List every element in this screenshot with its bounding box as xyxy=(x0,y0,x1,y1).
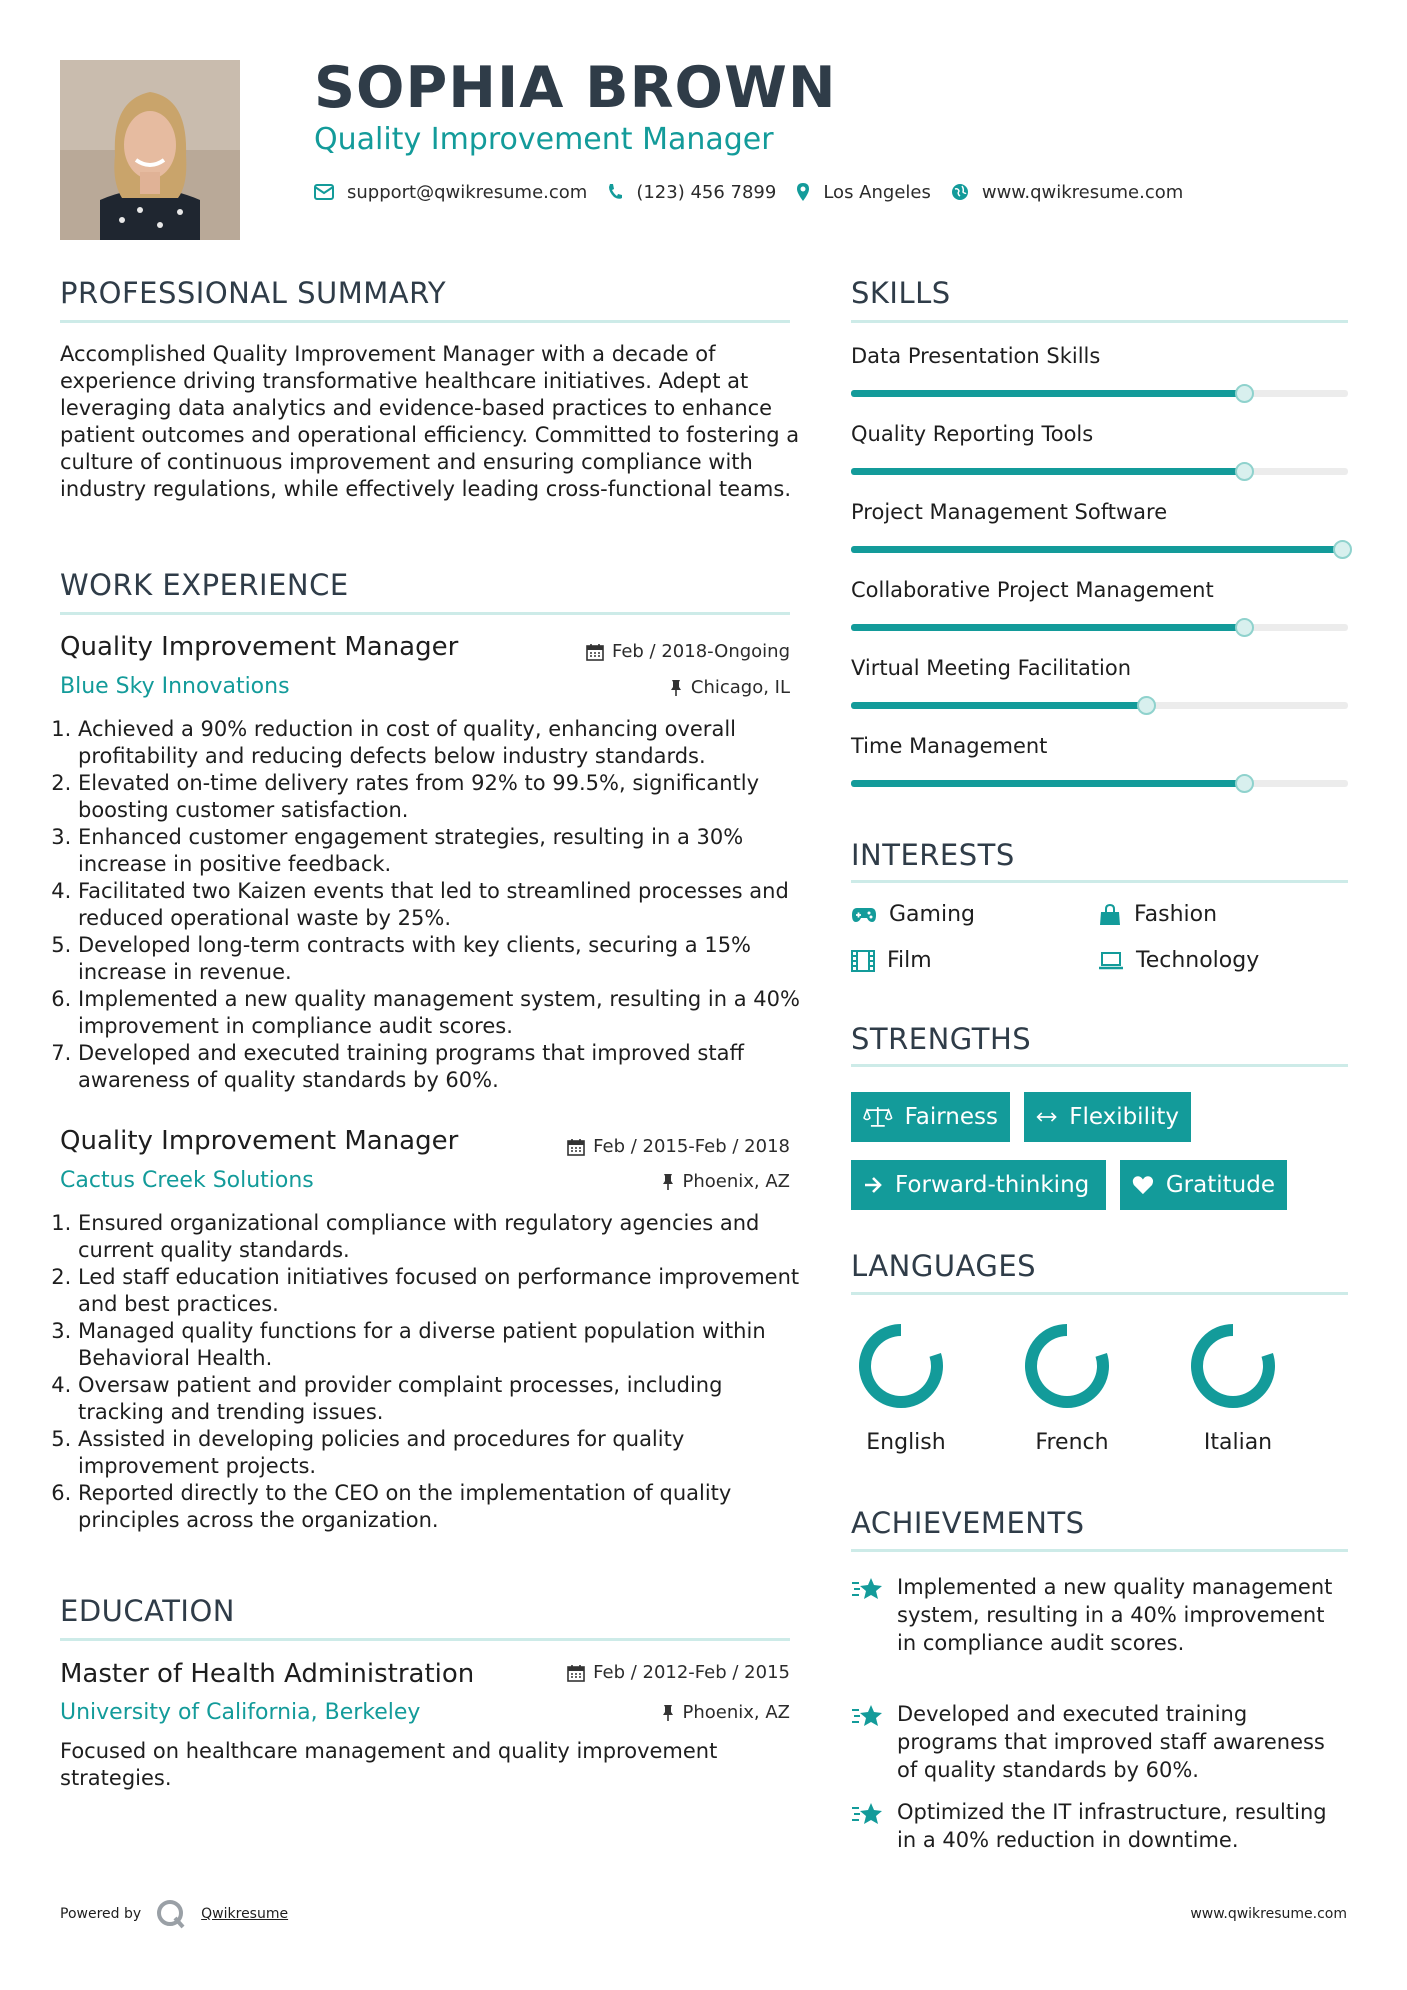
shooting-star-icon xyxy=(851,1702,885,1730)
list-item: 6. Implemented a new quality management system, resulting in a 40% improvement in compliance audit scores. xyxy=(78,986,813,1040)
list-item: 5. Assisted in developing policies and procedures for quality improvement projects. xyxy=(78,1426,813,1480)
interest-gaming xyxy=(851,902,975,927)
envelope-icon xyxy=(314,184,334,200)
job-bullets-2 xyxy=(60,1210,813,1534)
skill-name: Quality Reporting Tools xyxy=(851,422,1094,446)
language-label: Italian xyxy=(1203,1430,1273,1455)
phone-icon xyxy=(607,183,623,201)
summary-rule xyxy=(60,320,790,323)
strength-label: Forward-thinking xyxy=(895,1172,1090,1198)
skill-bar-fill xyxy=(851,702,1146,709)
interest-fashion xyxy=(1098,902,1217,927)
list-item: 2. Led staff education initiatives focused on performance improvement and best practices. xyxy=(78,1264,813,1318)
education-rule xyxy=(60,1638,790,1641)
interest-label: Gaming xyxy=(889,902,975,927)
job-location-2 xyxy=(661,1171,791,1192)
skill-bar xyxy=(851,390,1348,397)
skill-bar xyxy=(851,624,1348,631)
achievement-item-1 xyxy=(851,1573,1348,1657)
shopping-bag-icon xyxy=(1098,904,1122,926)
pushpin-icon xyxy=(661,1704,675,1722)
skill-bar xyxy=(851,468,1348,475)
list-item: 1. Ensured organizational compliance with regulatory agencies and current quality standards. xyxy=(78,1210,813,1264)
interests-rule xyxy=(851,880,1348,883)
globe-icon xyxy=(951,183,969,201)
skill-bar-fill xyxy=(851,546,1342,553)
skill-bar-knob xyxy=(1235,462,1254,481)
job-title-2: Quality Improvement Manager xyxy=(60,1126,459,1156)
contact-website[interactable] xyxy=(951,182,1183,203)
powered-by-text: Powered by xyxy=(60,1906,142,1922)
strength-tag-forward-thinking xyxy=(851,1160,1106,1210)
strength-label: Fairness xyxy=(904,1104,998,1130)
language-ring-arc xyxy=(865,1330,937,1402)
list-item: 5. Developed long-term contracts with key clients, securing a 15% increase in revenue. xyxy=(78,932,813,986)
film-icon xyxy=(851,950,875,972)
language-ring-arc xyxy=(1197,1330,1269,1402)
language-label: English xyxy=(866,1430,946,1455)
education-text: Focused on healthcare management and quality improvement strategies. xyxy=(60,1739,718,1790)
list-item: 4. Facilitated two Kaizen events that led to streamlined processes and reduced operational waste by 25%. xyxy=(78,878,813,932)
scale-icon xyxy=(863,1106,893,1128)
skills-heading: SKILLS xyxy=(851,276,951,310)
interest-film xyxy=(851,948,932,973)
skill-bar-fill xyxy=(851,390,1244,397)
education-heading: EDUCATION xyxy=(60,1594,236,1628)
language-label: French xyxy=(1035,1430,1109,1455)
languages-rule xyxy=(851,1292,1348,1295)
website-text: www.qwikresume.com xyxy=(981,181,1184,203)
achievement-item-2 xyxy=(851,1700,1348,1784)
languages-heading: LANGUAGES xyxy=(851,1249,1037,1283)
skill-name: Collaborative Project Management xyxy=(851,578,1214,602)
skill-bar-knob xyxy=(1137,696,1156,715)
education-dates-text: Feb / 2012-Feb / 2015 xyxy=(593,1662,790,1683)
list-item: 3. Enhanced customer engagement strategies, resulting in a 30% increase in positive feedback. xyxy=(78,824,813,878)
interest-label: Fashion xyxy=(1134,902,1218,927)
company-1: Blue Sky Innovations xyxy=(60,674,290,699)
education-dates xyxy=(567,1662,790,1683)
job-title-1: Quality Improvement Manager xyxy=(60,632,459,662)
experience-heading: WORK EXPERIENCE xyxy=(60,568,349,602)
job-dates-1 xyxy=(586,641,790,662)
skill-bar-knob xyxy=(1333,540,1352,559)
school-name: University of California, Berkeley xyxy=(60,1700,421,1725)
language-ring xyxy=(1183,1318,1293,1414)
skill-name: Virtual Meeting Facilitation xyxy=(851,656,1132,680)
shooting-star-icon xyxy=(851,1800,885,1828)
portrait-image xyxy=(60,60,240,240)
achievements-rule xyxy=(851,1549,1348,1552)
strength-label: Gratitude xyxy=(1165,1172,1275,1198)
skill-bar xyxy=(851,780,1348,787)
list-item: 3. Managed quality functions for a diverse patient population within Behavioral Health. xyxy=(78,1318,813,1372)
skill-bar xyxy=(851,546,1348,553)
job-location-1 xyxy=(669,677,790,698)
list-item: 4. Oversaw patient and provider complaint processes, including tracking and trending issues. xyxy=(78,1372,813,1426)
location-text: Los Angeles xyxy=(823,181,931,203)
pushpin-icon xyxy=(661,1173,675,1191)
language-ring xyxy=(851,1318,961,1414)
shooting-star-icon xyxy=(851,1575,885,1603)
contact-location xyxy=(796,182,931,203)
list-item: 6. Reported directly to the CEO on the implementation of quality principles across the organization. xyxy=(78,1480,813,1534)
candidate-title: Quality Improvement Manager xyxy=(314,122,774,157)
job-dates-2 xyxy=(567,1136,790,1157)
gamepad-icon xyxy=(851,906,877,924)
phone-text: (123) 456 7899 xyxy=(636,181,777,203)
achievement-text: Optimized the IT infrastructure, resulting in a 40% reduction in downtime. xyxy=(897,1800,1327,1852)
job-dates-text-2: Feb / 2015-Feb / 2018 xyxy=(593,1136,790,1157)
laptop-icon xyxy=(1098,951,1124,971)
list-item: 1. Achieved a 90% reduction in cost of quality, enhancing overall profitability and reducing defects below industry standards. xyxy=(78,716,813,770)
skill-name: Data Presentation Skills xyxy=(851,344,1101,368)
qwikresume-logo-icon xyxy=(155,1898,187,1930)
contact-phone[interactable] xyxy=(607,182,776,203)
job-bullets-1 xyxy=(60,716,813,1094)
language-french xyxy=(1017,1318,1127,1455)
map-pin-icon xyxy=(796,182,810,202)
calendar-icon xyxy=(586,643,604,661)
interest-label: Technology xyxy=(1136,948,1260,973)
skill-bar-fill xyxy=(851,468,1244,475)
skill-bar-fill xyxy=(851,780,1244,787)
summary-text: Accomplished Quality Improvement Manager with a decade of experience driving transformative healthcare initiatives. Adept at leveraging data analytics and evidence-based practices to enhance patient outcomes and operational efficiency. Committed to fostering a culture of continuous improvement and ensuring compliance with industry regulations, while effectively leading cross-functional teams. xyxy=(60,342,800,501)
education-location xyxy=(661,1702,791,1723)
language-ring xyxy=(1017,1318,1127,1414)
calendar-icon xyxy=(567,1138,585,1156)
language-italian xyxy=(1183,1318,1293,1455)
achievement-text: Developed and executed training programs that improved staff awareness of quality standards by 60%. xyxy=(897,1702,1325,1782)
candidate-name: SOPHIA BROWN xyxy=(314,55,837,121)
company-2: Cactus Creek Solutions xyxy=(60,1168,314,1193)
footer-website[interactable]: www.qwikresume.com xyxy=(1190,1906,1347,1922)
achievements-heading: ACHIEVEMENTS xyxy=(851,1506,1085,1540)
job-location-text-1: Chicago, IL xyxy=(690,677,790,698)
interest-technology xyxy=(1098,948,1259,973)
interests-heading: INTERESTS xyxy=(851,838,1015,872)
skill-bar-knob xyxy=(1235,384,1254,403)
skill-bar-knob xyxy=(1235,774,1254,793)
email-text: support@qwikresume.com xyxy=(347,181,588,203)
strength-tag-gratitude xyxy=(1120,1160,1287,1210)
strengths-rule xyxy=(851,1064,1348,1067)
skills-rule xyxy=(851,320,1348,323)
skill-name: Project Management Software xyxy=(851,500,1168,524)
strength-tag-fairness xyxy=(851,1092,1010,1142)
brand-link[interactable]: Qwikresume xyxy=(201,1906,289,1922)
list-item: 7. Developed and executed training programs that improved staff awareness of quality standards by 60%. xyxy=(78,1040,813,1094)
heart-icon xyxy=(1132,1174,1154,1196)
profile-photo xyxy=(60,60,240,240)
arrow-right-icon xyxy=(863,1175,883,1195)
strength-tag-flexibility xyxy=(1024,1092,1191,1142)
skill-bar-fill xyxy=(851,624,1244,631)
pushpin-icon xyxy=(669,679,683,697)
skill-bar-knob xyxy=(1235,618,1254,637)
skill-name: Time Management xyxy=(851,734,1048,758)
calendar-icon xyxy=(567,1664,585,1682)
language-english xyxy=(851,1318,961,1455)
skill-bar xyxy=(851,702,1348,709)
achievement-item-3 xyxy=(851,1798,1348,1854)
strengths-heading: STRENGTHS xyxy=(851,1022,1032,1056)
strength-label: Flexibility xyxy=(1069,1104,1179,1130)
list-item: 2. Elevated on-time delivery rates from 92% to 99.5%, significantly boosting customer satisfaction. xyxy=(78,770,813,824)
job-location-text-2: Phoenix, AZ xyxy=(682,1171,790,1192)
contact-email[interactable] xyxy=(314,182,587,203)
education-location-text: Phoenix, AZ xyxy=(682,1702,790,1723)
language-ring-arc xyxy=(1031,1330,1103,1402)
arrows-horizontal-icon xyxy=(1036,1110,1057,1124)
summary-heading: PROFESSIONAL SUMMARY xyxy=(60,276,447,310)
degree-title: Master of Health Administration xyxy=(60,1659,475,1689)
footer-powered-by xyxy=(60,1898,288,1930)
contact-bar xyxy=(314,178,1203,206)
job-dates-text-1: Feb / 2018-Ongoing xyxy=(611,641,790,662)
interest-label: Film xyxy=(887,948,932,973)
achievement-text: Implemented a new quality management system, resulting in a 40% improvement in compliance audit scores. xyxy=(897,1575,1333,1655)
experience-rule xyxy=(60,612,790,615)
